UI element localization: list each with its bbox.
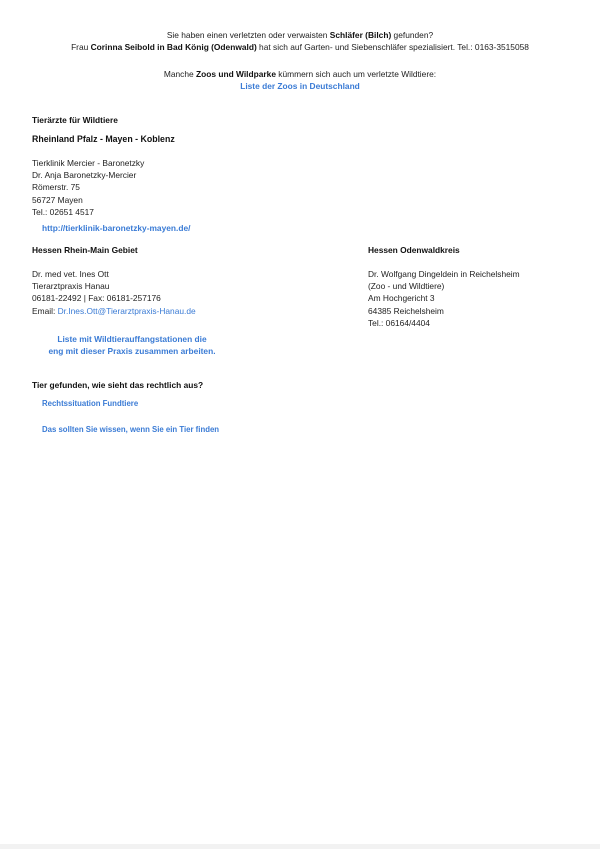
address-line: Tierarztpraxis Hanau — [32, 281, 110, 292]
address-line: Dr. Wolfgang Dingeldein in Reichelsheim — [368, 269, 520, 279]
stations-link-line-2[interactable]: eng mit dieser Praxis zusammen arbeiten. — [48, 346, 216, 357]
odenwald-address — [368, 268, 520, 329]
hanau-heading: Hessen Rhein-Main Gebiet — [32, 245, 138, 255]
vets-heading: Tierärzte für Wildtiere — [32, 115, 118, 125]
address-line: Am Hochgericht 3 — [368, 293, 435, 304]
zoo-list-link[interactable]: Liste der Zoos in Deutschland — [240, 81, 360, 91]
intro-text: hat sich auf Garten- und Siebenschläfer spezialisiert. Tel.: 0163-3515058 — [256, 42, 529, 52]
stations-link-block — [32, 333, 232, 357]
zoos-text: Manche — [163, 69, 197, 79]
rlp-heading: Rheinland Pfalz - Mayen - Koblenz — [32, 134, 175, 144]
contact-name: Corinna Seibold in Bad König (Odenwald) — [90, 42, 257, 52]
address-line: Tel.: 06164/4404 — [368, 317, 430, 328]
address-line: (Zoo - und Wildtiere) — [368, 281, 445, 292]
address-line: 64385 Reichelsheim — [368, 305, 444, 316]
rlp-address — [32, 157, 144, 218]
intro-text: Sie haben einen verletzten oder verwaisten — [166, 30, 330, 40]
zoos-bold: Zoos und Wildparke — [196, 69, 276, 79]
email-label: Email: — [32, 305, 58, 316]
page-bottom-edge — [0, 844, 600, 849]
legal-heading: Tier gefunden, wie sieht das rechtlich aus? — [32, 380, 204, 390]
zoos-text: kümmern sich auch um verletzte Wildtiere: — [275, 69, 437, 79]
legal-link-tier-finden[interactable]: Das sollten Sie wissen, wenn Sie ein Tier finden — [42, 425, 220, 434]
hanau-address — [32, 268, 196, 317]
address-line: Tierklinik Mercier - Baronetzky — [32, 158, 145, 168]
address-line: 06181-22492 | Fax: 06181-257176 — [32, 293, 161, 304]
legal-link-fundtiere[interactable]: Rechtssituation Fundtiere — [42, 399, 139, 408]
rlp-website-link[interactable]: http://tierklinik-baronetzky-mayen.de/ — [42, 223, 191, 233]
email-line — [32, 305, 196, 317]
address-line: Dr. Anja Baronetzky-Mercier — [32, 170, 137, 181]
address-line: 56727 Mayen — [32, 194, 83, 205]
zoos-line — [0, 68, 600, 80]
hanau-email-link[interactable]: Dr.Ines.Ott@Tierarztpraxis-Hanau.de — [57, 305, 196, 316]
address-line: Dr. med vet. Ines Ott — [32, 269, 109, 279]
intro-text: gefunden? — [391, 30, 434, 40]
odenwald-heading: Hessen Odenwaldkreis — [368, 245, 460, 255]
intro-bold: Schläfer (Bilch) — [329, 30, 392, 40]
address-line: Tel.: 02651 4517 — [32, 206, 94, 217]
intro-line-2 — [0, 41, 600, 53]
intro-line-1 — [0, 29, 600, 41]
intro-text: Frau — [71, 42, 91, 52]
address-line: Römerstr. 75 — [32, 182, 80, 193]
stations-link-line-1[interactable]: Liste mit Wildtierauffangstationen die — [57, 334, 207, 344]
